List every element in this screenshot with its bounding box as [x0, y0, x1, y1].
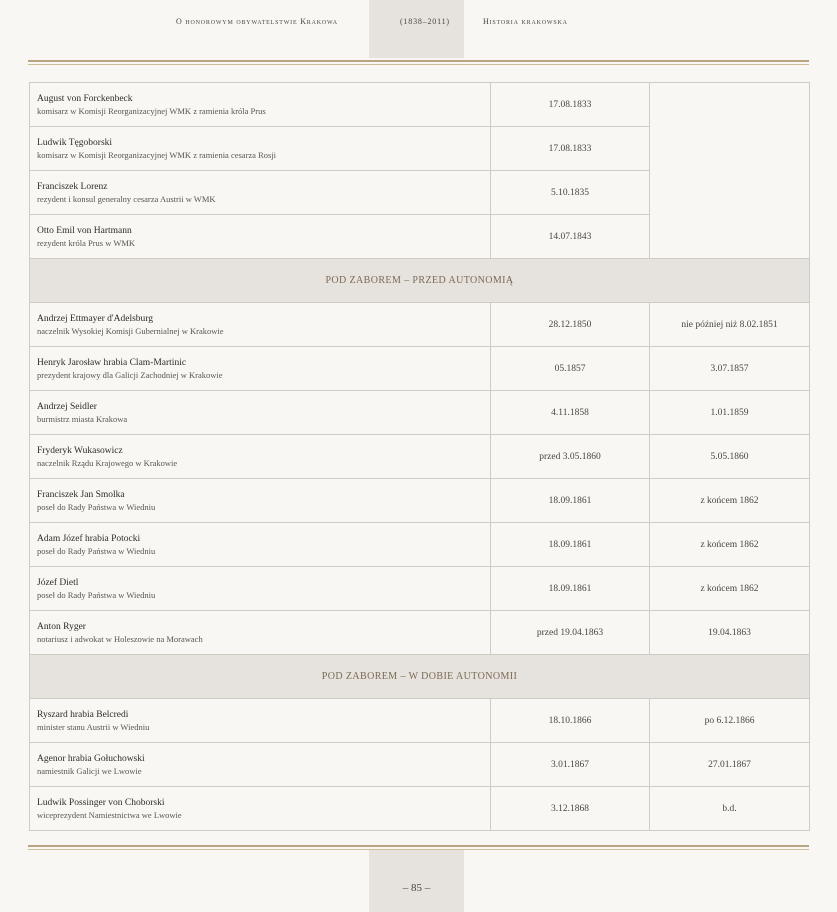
person-cell	[30, 523, 491, 567]
grant-date: przed 3.05.1860	[491, 435, 650, 479]
end-date: 27.01.1867	[650, 743, 810, 787]
table-row	[30, 479, 810, 523]
end-date: 3.07.1857	[650, 347, 810, 391]
person-cell	[30, 215, 491, 259]
footer-center-band	[369, 850, 464, 912]
person-role: notariusz i adwokat w Holeszowie na Morawach	[37, 633, 203, 644]
end-date: 1.01.1859	[650, 391, 810, 435]
person-cell	[30, 83, 491, 127]
header-left-title: O honorowym obywatelstwie Krakowa	[176, 17, 338, 26]
person-name: Otto Emil von Hartmann	[37, 225, 132, 236]
person-name: Andrzej Ettmayer d'Adelsburg	[37, 313, 154, 324]
person-name: Anton Ryger	[37, 621, 86, 632]
end-date: b.d.	[650, 787, 810, 831]
person-role: poseł do Rady Państwa w Wiedniu	[37, 589, 156, 600]
grant-date: 18.10.1866	[491, 699, 650, 743]
person-name: Franciszek Jan Smolka	[37, 489, 125, 500]
person-name: Franciszek Lorenz	[37, 181, 108, 192]
person-name: Agenor hrabia Gołuchowski	[37, 753, 145, 764]
table-row	[30, 699, 810, 743]
person-cell	[30, 171, 491, 215]
table-row	[30, 391, 810, 435]
person-role: komisarz w Komisji Reorganizacyjnej WMK z ramienia cesarza Rosji	[37, 149, 277, 160]
top-rule	[28, 60, 809, 65]
person-cell	[30, 567, 491, 611]
person-name: Ryszard hrabia Belcredi	[37, 709, 129, 720]
person-role: prezydent krajowy dla Galicji Zachodniej w Krakowie	[37, 369, 223, 380]
end-date: z końcem 1862	[650, 523, 810, 567]
person-cell	[30, 303, 491, 347]
grant-date: 5.10.1835	[491, 171, 650, 215]
person-name: Ludwik Tęgoborski	[37, 137, 113, 148]
grant-date: 3.01.1867	[491, 743, 650, 787]
end-date: po 6.12.1866	[650, 699, 810, 743]
person-role: rezydent i konsul generalny cesarza Austrii w WMK	[37, 193, 216, 204]
person-cell	[30, 127, 491, 171]
table-row	[30, 83, 810, 127]
table-row	[30, 567, 810, 611]
end-date: 19.04.1863	[650, 611, 810, 655]
section-header-row	[30, 259, 810, 303]
header-right-title: Historia krakowska	[483, 17, 568, 26]
grant-date: 18.09.1861	[491, 479, 650, 523]
person-role: poseł do Rady Państwa w Wiedniu	[37, 501, 156, 512]
grant-date: 17.08.1833	[491, 127, 650, 171]
grant-date: 3.12.1868	[491, 787, 650, 831]
person-role: naczelnik Rządu Krajowego w Krakowie	[37, 457, 178, 468]
end-date: 5.05.1860	[650, 435, 810, 479]
end-date-merged	[650, 83, 810, 259]
grant-date: 28.12.1850	[491, 303, 650, 347]
person-cell	[30, 435, 491, 479]
person-name: Ludwik Possinger von Choborski	[37, 797, 165, 808]
person-name: Andrzej Seidler	[37, 401, 97, 412]
person-name: Józef Dietl	[37, 577, 79, 588]
end-date: z końcem 1862	[650, 479, 810, 523]
page-number: – 85 –	[402, 882, 431, 894]
section-title: POD ZABOREM – PRZED AUTONOMIĄ	[30, 259, 810, 303]
person-cell	[30, 787, 491, 831]
person-cell	[30, 699, 491, 743]
table-row	[30, 743, 810, 787]
person-cell	[30, 347, 491, 391]
grant-date: 18.09.1861	[491, 567, 650, 611]
person-role: wiceprezydent Namiestnictwa we Lwowie	[37, 809, 182, 820]
table-row	[30, 435, 810, 479]
person-role: minister stanu Austrii w Wiedniu	[37, 721, 150, 732]
person-role: namiestnik Galicji we Lwowie	[37, 765, 142, 776]
running-header	[0, 17, 837, 35]
header-date-range: (1838–2011)	[400, 17, 450, 26]
grant-date: 4.11.1858	[491, 391, 650, 435]
end-date: nie później niż 8.02.1851	[650, 303, 810, 347]
person-role: komisarz w Komisji Reorganizacyjnej WMK z ramienia króla Prus	[37, 105, 266, 116]
grant-date: przed 19.04.1863	[491, 611, 650, 655]
person-cell	[30, 479, 491, 523]
person-name: Henryk Jarosław hrabia Clam-Martinic	[37, 357, 187, 368]
table-row	[30, 303, 810, 347]
honorary-citizens-table	[29, 82, 810, 831]
person-name: Fryderyk Wukasowicz	[37, 445, 123, 456]
person-cell	[30, 611, 491, 655]
section-header-row	[30, 655, 810, 699]
person-role: rezydent króla Prus w WMK	[37, 237, 136, 248]
person-name: August von Forckenbeck	[37, 93, 133, 104]
person-role: naczelnik Wysokiej Komisji Gubernialnej w Krakowie	[37, 325, 224, 336]
person-name: Adam Józef hrabia Potocki	[37, 533, 141, 544]
grant-date: 18.09.1861	[491, 523, 650, 567]
person-cell	[30, 743, 491, 787]
table-row	[30, 611, 810, 655]
table-row	[30, 787, 810, 831]
table-row	[30, 523, 810, 567]
person-role: burmistrz miasta Krakowa	[37, 413, 128, 424]
person-cell	[30, 391, 491, 435]
section-title: POD ZABOREM – W DOBIE AUTONOMII	[30, 655, 810, 699]
person-role: poseł do Rady Państwa w Wiedniu	[37, 545, 156, 556]
table-row	[30, 347, 810, 391]
grant-date: 05.1857	[491, 347, 650, 391]
end-date: z końcem 1862	[650, 567, 810, 611]
grant-date: 14.07.1843	[491, 215, 650, 259]
grant-date: 17.08.1833	[491, 83, 650, 127]
